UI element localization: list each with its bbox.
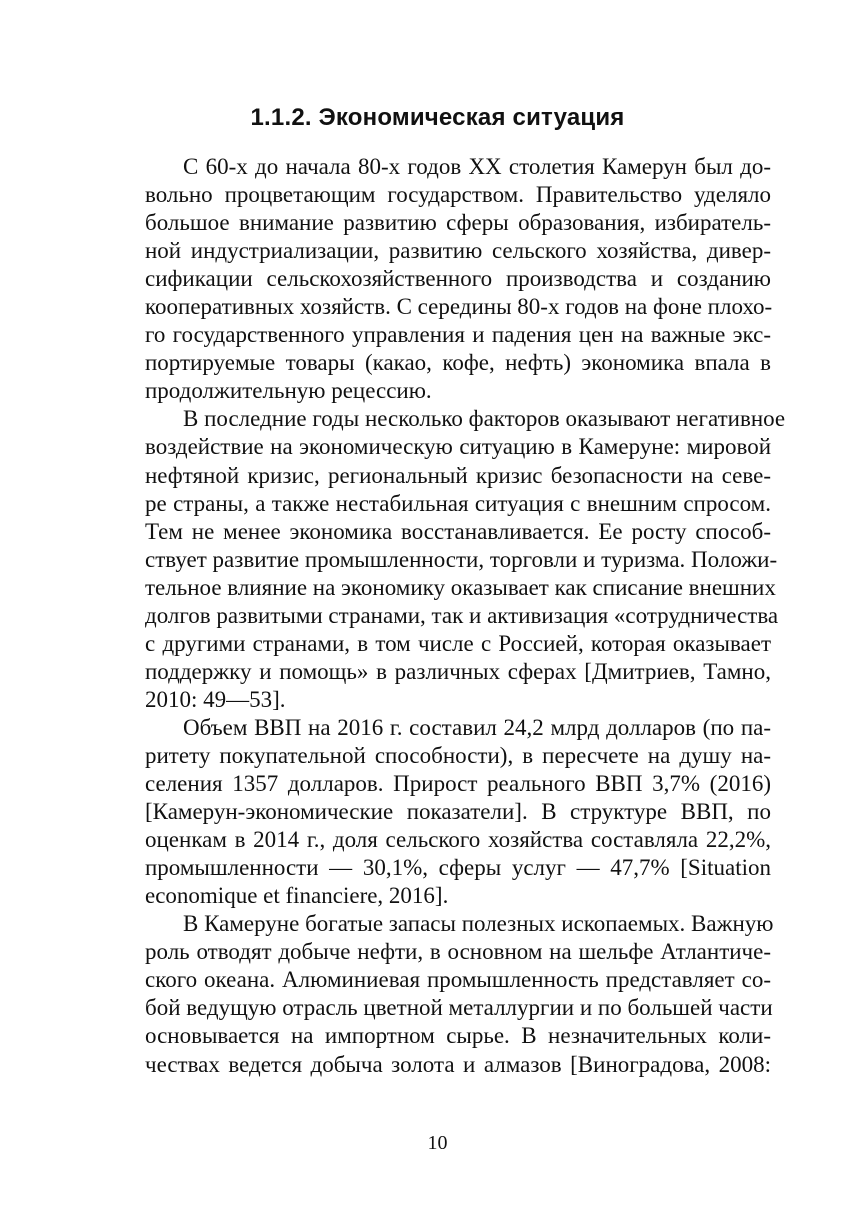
text-line: С 60-х до начала 80-х годов XX столетия Камерун был до-: [183, 154, 771, 179]
text-line: ского океана. Алюминиевая промышленность представляет со-: [145, 967, 771, 993]
text-line: нефтяной кризис, региональный кризис безопасности на севе-: [145, 462, 771, 488]
text-line: ре страны, а также нестабильная ситуация с внешним спросом.: [145, 490, 771, 516]
paragraph-3: [107, 714, 771, 910]
text-line: В Камеруне богатые запасы полезных ископаемых. Важную: [183, 911, 774, 937]
text-line: го государственного управления и падения цен на важные экс-: [145, 322, 771, 348]
body-text: [107, 153, 786, 1079]
text-line: большое внимание развитию сферы образования, избиратель-: [145, 210, 771, 236]
text-line: ной индустриализации, развитию сельского хозяйства, дивер-: [145, 238, 771, 264]
text-line: оценкам в 2014 г., доля сельского хозяйства составляла 22,2%,: [145, 827, 771, 853]
text-line: продолжительную рецессию.: [145, 378, 432, 404]
text-line: [Камерун-экономические показатели]. В структуре ВВП, по: [145, 799, 771, 825]
paragraph-1: [107, 153, 771, 405]
paragraph-4: [107, 910, 774, 1078]
text-line: воздействие на экономическую ситуацию в Камеруне: мировой: [145, 434, 771, 460]
text-line: с другими странами, в том числе с Россией, которая оказывает: [145, 630, 771, 656]
text-line: поддержку и помощь» в различных сферах [Дмитриев, Тамно,: [145, 658, 771, 684]
paragraph-2: [107, 405, 786, 714]
text-line: промышленности — 30,1%, сферы услуг — 47,7% [Situation: [145, 855, 771, 881]
text-line: роль отводят добыче нефти, в основном на шельфе Атлантиче-: [145, 939, 771, 965]
text-line: В последние годы несколько факторов оказывают негативное: [183, 406, 786, 432]
text-line: чествах ведется добыча золота и алмазов [Виноградова, 2008:: [145, 1051, 771, 1077]
page-number: 10: [427, 1132, 448, 1154]
text-line: долгов развитыми странами, так и активизация «сотрудничества: [145, 602, 779, 628]
text-line: селения 1357 долларов. Прирост реального ВВП 3,7% (2016): [145, 771, 771, 797]
text-line: основывается на импортном сырье. В незначительных коли-: [145, 1023, 771, 1049]
text-line: бой ведущую отрасль цветной металлургии и по большей части: [145, 995, 773, 1021]
text-line: сификации сельскохозяйственного производства и созданию: [145, 266, 771, 292]
text-line: Тем не менее экономика восстанавливается. Ее росту способ-: [145, 518, 771, 544]
text-line: 2010: 49—53].: [145, 686, 286, 712]
section-heading: 1.1.2. Экономическая ситуация: [250, 104, 625, 131]
text-line: кооперативных хозяйств. С середины 80-х годов на фоне плохо-: [145, 294, 773, 320]
text-line: ствует развитие промышленности, торговли и туризма. Положи-: [145, 546, 778, 572]
text-line: вольно процветающим государством. Правительство уделяло: [145, 182, 771, 208]
text-line: тельное влияние на экономику оказывает как списание внешних: [145, 574, 776, 600]
text-line: Объем ВВП на 2016 г. составил 24,2 млрд долларов (по па-: [183, 714, 771, 740]
text-line: economique et financiere, 2016].: [145, 883, 449, 909]
text-line: портируемые товары (какао, кофе, нефть) экономика впала в: [145, 350, 771, 376]
text-line: ритету покупательной способности), в пересчете на душу на-: [145, 742, 771, 768]
